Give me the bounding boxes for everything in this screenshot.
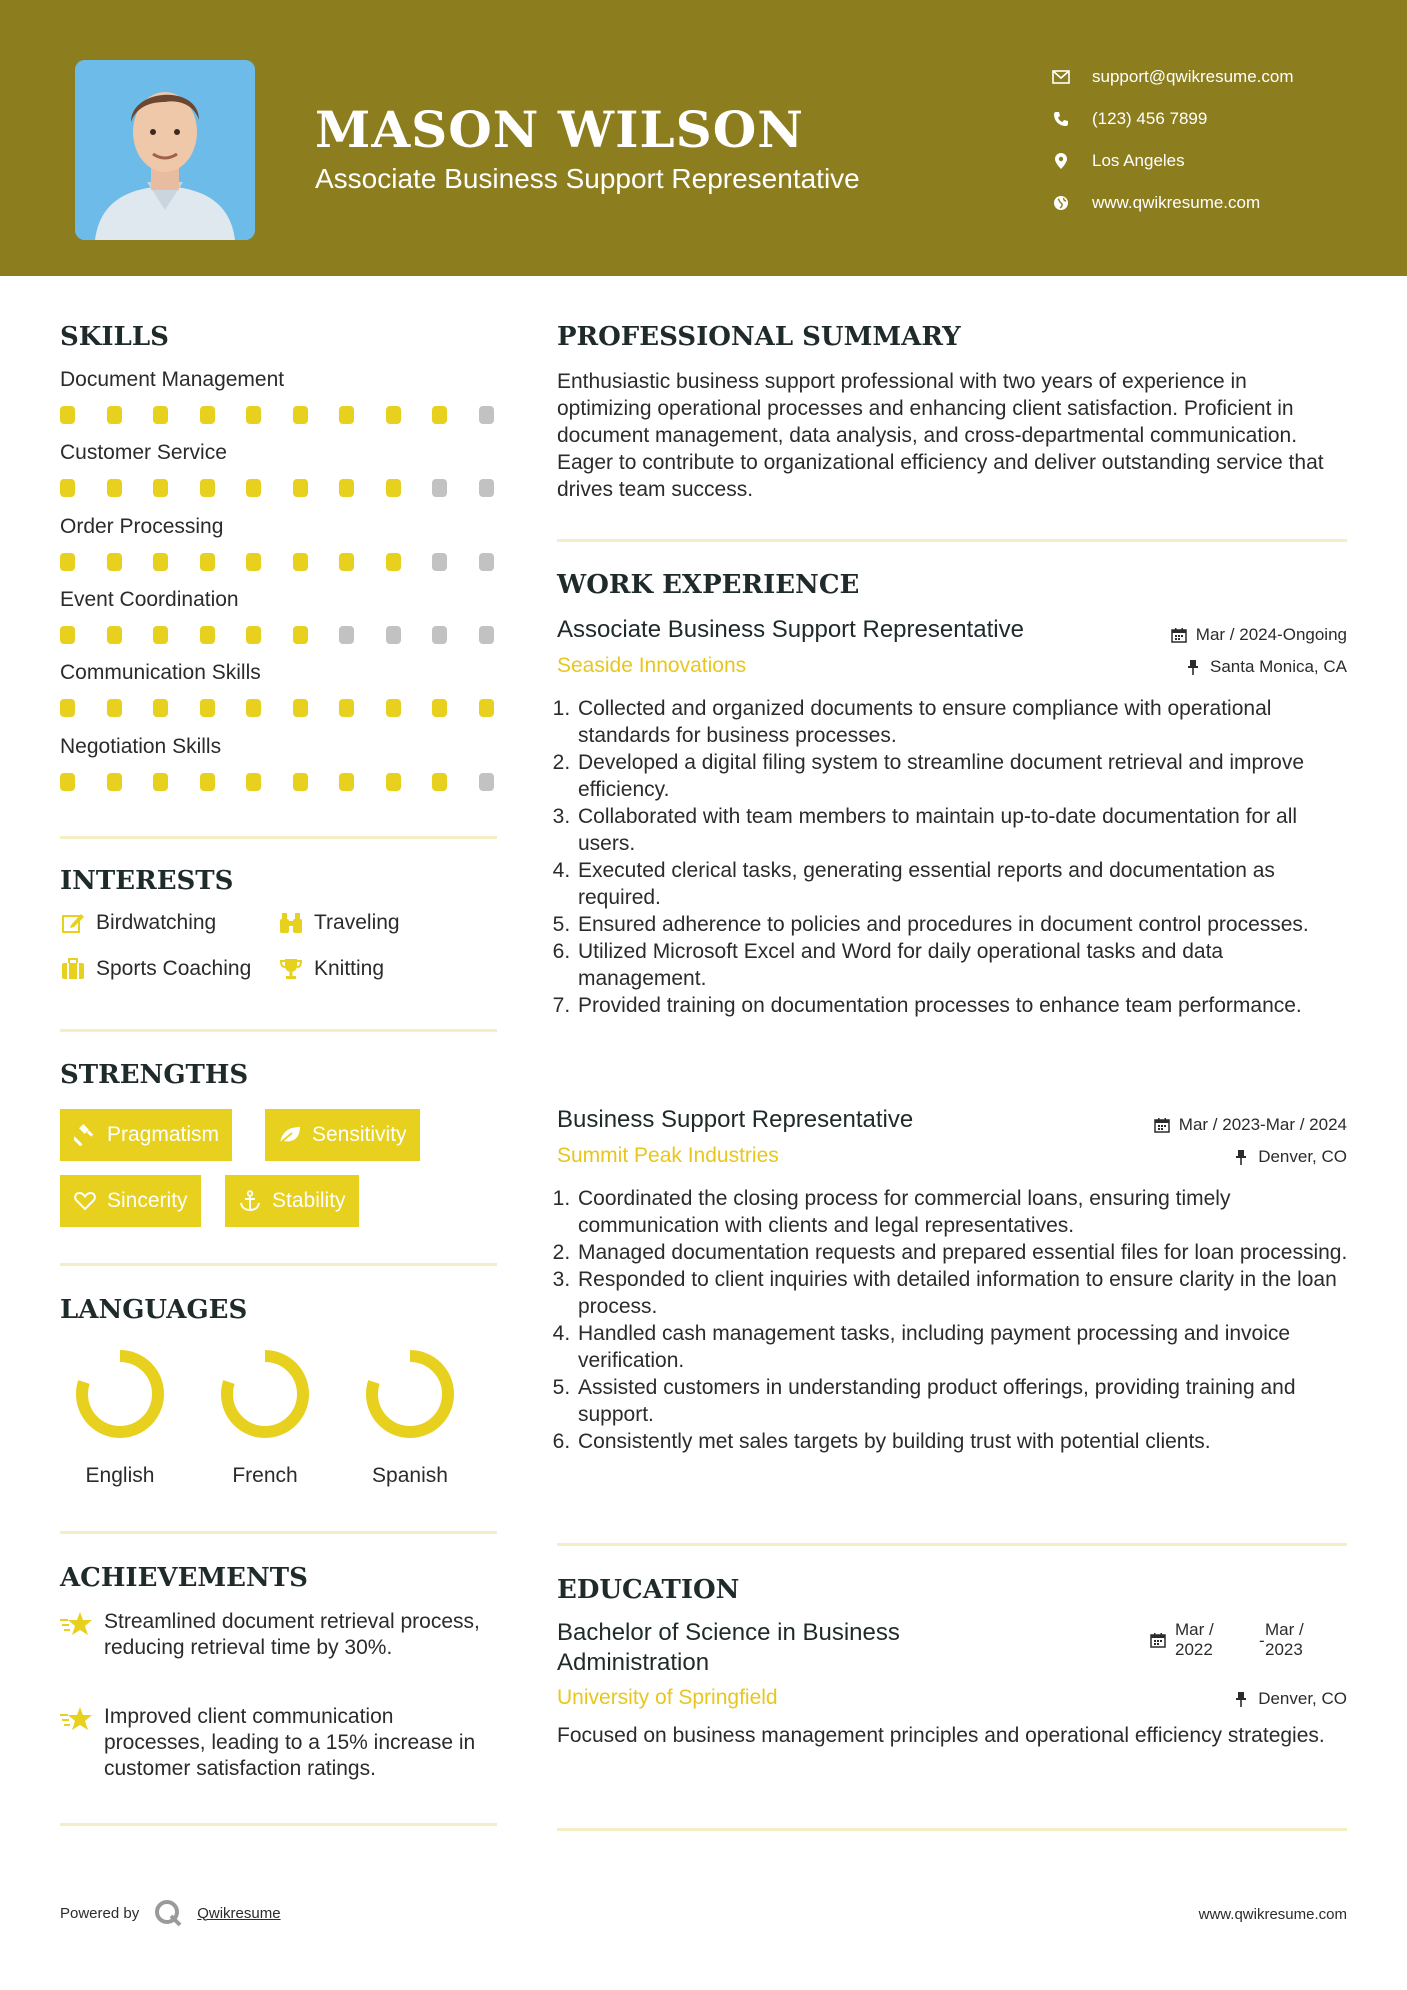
bullet-item: 7. Provided training on documentation processes to enhance team performance. (576, 992, 1357, 1019)
edu-date-dash: - (1259, 1631, 1265, 1650)
job-date-text: Mar / 2023-Mar / 2024 (1178, 1115, 1347, 1134)
interest-label: Knitting (314, 957, 385, 980)
language-ring-arc (372, 1356, 448, 1432)
divider (557, 1828, 1347, 1831)
skill-dot-filled (339, 479, 354, 497)
achievement-text: Improved client communication processes, leading to a 15% increase in customer satisfaction ratings. (104, 1705, 476, 1780)
skill-dot-filled (200, 773, 215, 791)
strength-badge (60, 1175, 201, 1227)
envelope-icon (1050, 66, 1072, 88)
star-icon (60, 1706, 94, 1782)
job-date (1153, 1115, 1347, 1135)
achievement-text: Streamlined document retrieval process, reducing retrieval time by 30%. (104, 1610, 480, 1659)
pushpin-icon (1232, 1690, 1250, 1708)
skill-dot-empty (479, 773, 494, 791)
skill-dot-filled (60, 479, 75, 497)
summary-heading: PROFESSIONAL SUMMARY (557, 322, 961, 352)
phone-icon (1050, 108, 1072, 130)
achievement-item (60, 1704, 500, 1782)
skill-rating (60, 699, 500, 717)
skill-dot-empty (432, 553, 447, 571)
skill-dot-filled (386, 699, 401, 717)
interest-label: Traveling (314, 911, 400, 934)
skill-dot-filled (432, 699, 447, 717)
skill-rating (60, 406, 500, 424)
skill-dot-filled (246, 626, 261, 644)
interests-heading: INTERESTS (60, 866, 234, 896)
skill-rating (60, 553, 500, 571)
skill-dot-filled (339, 553, 354, 571)
bullet-item: 2. Developed a digital filing system to streamline document retrieval and improve efficiency. (576, 749, 1357, 803)
interest-label: Birdwatching (96, 911, 217, 934)
header-banner (0, 0, 1407, 276)
skill-dot-empty (432, 626, 447, 644)
skill-dot-filled (386, 479, 401, 497)
skill-dot-filled (60, 699, 75, 717)
edu-end-month: Mar / (1265, 1620, 1304, 1639)
skill-dot-filled (246, 479, 261, 497)
skill-dot-empty (479, 626, 494, 644)
divider (557, 539, 1347, 542)
pushpin-icon (1184, 658, 1202, 676)
skill-dot-filled (200, 406, 215, 424)
language-item (60, 1346, 180, 1488)
skill-dot-empty (339, 626, 354, 644)
divider (60, 1029, 497, 1032)
contact-website[interactable] (1050, 182, 1390, 224)
skill-dot-filled (200, 626, 215, 644)
bullet-item: 1. Coordinated the closing process for commercial loans, ensuring timely communication with clients and legal representatives. (576, 1185, 1357, 1239)
candidate-title: Associate Business Support Representative (315, 163, 860, 194)
heart-icon (73, 1189, 97, 1213)
skill-dot-filled (153, 699, 168, 717)
contact-list (1050, 56, 1390, 224)
skill-rating (60, 626, 500, 644)
job-location-text: Santa Monica, CA (1209, 657, 1347, 676)
skill-dot-empty (479, 553, 494, 571)
interest-item (278, 910, 400, 936)
skill-dot-filled (432, 406, 447, 424)
school-name: University of Springfield (557, 1686, 778, 1709)
divider (60, 1531, 497, 1534)
skill-dot-filled (246, 773, 261, 791)
languages-heading: LANGUAGES (60, 1295, 248, 1325)
calendar-icon (1170, 626, 1188, 644)
language-ring-arc (82, 1356, 158, 1432)
contact-location-text: Los Angeles (1092, 151, 1185, 170)
skill-dot-filled (200, 553, 215, 571)
education-heading: EDUCATION (557, 1575, 740, 1605)
skill-dot-filled (107, 406, 122, 424)
job-location (1232, 1147, 1347, 1167)
degree-title (557, 1618, 900, 1678)
language-name: French (232, 1464, 298, 1487)
job-location-text: Denver, CO (1258, 1147, 1347, 1166)
skill-dot-filled (107, 699, 122, 717)
job-bullets (557, 1185, 1357, 1455)
skills-heading: SKILLS (60, 322, 169, 352)
skill-dot-filled (479, 699, 494, 717)
skill-name: Document Management (60, 368, 285, 391)
skill-dot-filled (153, 553, 168, 571)
achievement-item (60, 1609, 500, 1661)
skill-dot-filled (293, 406, 308, 424)
skill-dot-filled (339, 406, 354, 424)
language-ring (72, 1346, 168, 1442)
experience-heading: WORK EXPERIENCE (557, 570, 860, 600)
globe-icon (1050, 192, 1072, 214)
skill-dot-filled (293, 553, 308, 571)
achievements-heading: ACHIEVEMENTS (60, 1563, 308, 1593)
divider (60, 836, 497, 839)
language-name: English (85, 1464, 155, 1487)
edu-start-month: Mar / (1175, 1620, 1214, 1639)
strength-label: Pragmatism (107, 1123, 220, 1146)
job-location (1184, 657, 1347, 677)
language-name: Spanish (372, 1464, 448, 1487)
qwikresume-link[interactable]: Qwikresume (197, 1904, 281, 1922)
strength-label: Sensitivity (312, 1123, 407, 1146)
gavel-icon (73, 1123, 97, 1147)
bullet-item: 5. Assisted customers in understanding product offerings, providing training and support. (576, 1374, 1357, 1428)
bullet-item: 3. Responded to client inquiries with detailed information to ensure clarity in the loan process. (576, 1266, 1357, 1320)
contact-website-text: www.qwikresume.com (1092, 193, 1261, 212)
summary-text: Enthusiastic business support professional with two years of experience in optimizing operational processes and enhancing client satisfaction. Proficient in document management, data analysis, and cross-departmental communication. Eager to contribute to organizational efficiency and deliver outstanding service that drives team success. (557, 370, 1324, 501)
edu-start-date (1175, 1620, 1214, 1660)
footer-url[interactable]: www.qwikresume.com (1198, 1906, 1347, 1923)
skill-name: Communication Skills (60, 661, 261, 685)
bullet-item: 1. Collected and organized documents to ensure compliance with operational standards for business processes. (576, 695, 1357, 749)
skill-dot-filled (386, 406, 401, 424)
job-date (1170, 625, 1347, 645)
edu-end-year: 2023 (1265, 1640, 1303, 1659)
skill-dot-filled (107, 626, 122, 644)
edu-location (1232, 1689, 1347, 1709)
edu-start-year: 2022 (1175, 1640, 1213, 1659)
skill-name: Order Processing (60, 514, 224, 538)
profile-photo (75, 60, 255, 240)
skill-dot-empty (479, 479, 494, 497)
skill-rating (60, 479, 500, 497)
language-item (205, 1346, 325, 1488)
contact-phone[interactable] (1050, 98, 1390, 140)
skill-dot-filled (153, 479, 168, 497)
skill-dot-filled (60, 553, 75, 571)
strengths-heading: STRENGTHS (60, 1060, 249, 1090)
skill-dot-filled (293, 699, 308, 717)
binoculars-icon (278, 910, 304, 936)
skill-dot-filled (293, 479, 308, 497)
company-name: Summit Peak Industries (557, 1144, 779, 1167)
skill-name: Negotiation Skills (60, 734, 222, 758)
briefcase-icon (60, 956, 86, 982)
skill-dot-filled (246, 406, 261, 424)
language-ring (217, 1346, 313, 1442)
skill-dot-filled (432, 773, 447, 791)
degree-line-1: Bachelor of Science in Business (557, 1619, 900, 1646)
bullet-item: 5. Ensured adherence to policies and procedures in document control processes. (576, 911, 1357, 938)
anchor-icon (238, 1189, 262, 1213)
skill-dot-filled (386, 553, 401, 571)
skill-name: Event Coordination (60, 587, 239, 611)
interest-item (60, 956, 251, 982)
contact-email-text: support@qwikresume.com (1092, 67, 1294, 86)
pushpin-icon (1232, 1148, 1250, 1166)
strength-badge (60, 1109, 232, 1161)
job-title: Associate Business Support Representative (557, 616, 1024, 643)
skill-name: Customer Service (60, 441, 227, 465)
strength-badge (265, 1109, 420, 1161)
skill-dot-filled (386, 773, 401, 791)
strength-label: Sincerity (107, 1189, 188, 1212)
edu-location-text: Denver, CO (1258, 1689, 1347, 1708)
skill-dot-filled (339, 699, 354, 717)
pencil-icon (60, 910, 86, 936)
bullet-item: 3. Collaborated with team members to maintain up-to-date documentation for all users. (576, 803, 1357, 857)
interest-item (60, 910, 216, 936)
divider (60, 1823, 497, 1826)
skill-dot-filled (153, 773, 168, 791)
bullet-item: 6. Utilized Microsoft Excel and Word for daily operational tasks and data management. (576, 938, 1357, 992)
interest-label: Sports Coaching (96, 957, 252, 980)
skill-dot-filled (246, 699, 261, 717)
edu-end-date (1265, 1620, 1304, 1660)
contact-email[interactable] (1050, 56, 1390, 98)
skill-rating (60, 773, 500, 791)
skill-dot-filled (153, 626, 168, 644)
qwikresume-logo-icon (153, 1898, 183, 1928)
job-date-text: Mar / 2024-Ongoing (1195, 625, 1347, 644)
skill-dot-filled (107, 479, 122, 497)
footer-powered-by (60, 1898, 281, 1928)
bullet-item: 6. Consistently met sales targets by building trust with potential clients. (576, 1428, 1357, 1455)
skill-dot-filled (60, 626, 75, 644)
skill-dot-filled (293, 626, 308, 644)
language-ring-arc (227, 1356, 303, 1432)
contact-location (1050, 140, 1390, 182)
company-name: Seaside Innovations (557, 654, 747, 677)
skill-dot-filled (107, 773, 122, 791)
trophy-icon (278, 956, 304, 982)
powered-by-label: Powered by (60, 1904, 140, 1922)
calendar-icon (1150, 1632, 1166, 1653)
bullet-item: 4. Handled cash management tasks, including payment processing and invoice verification. (576, 1320, 1357, 1374)
divider (557, 1543, 1347, 1546)
language-ring (362, 1346, 458, 1442)
leaf-icon (278, 1123, 302, 1147)
skill-dot-filled (246, 553, 261, 571)
job-bullets (557, 695, 1357, 1019)
bullet-item: 2. Managed documentation requests and prepared essential files for loan processing. (576, 1239, 1357, 1266)
skill-dot-filled (200, 699, 215, 717)
language-item (350, 1346, 470, 1488)
calendar-icon (1153, 1116, 1171, 1134)
strength-label: Stability (272, 1189, 346, 1212)
skill-dot-filled (107, 553, 122, 571)
star-icon (60, 1611, 94, 1661)
skill-dot-empty (386, 626, 401, 644)
degree-line-2: Administration (557, 1649, 710, 1676)
interest-item (278, 956, 384, 982)
skill-dot-filled (200, 479, 215, 497)
contact-phone-text: (123) 456 7899 (1092, 109, 1208, 128)
job-title: Business Support Representative (557, 1106, 914, 1133)
skill-dot-filled (293, 773, 308, 791)
skill-dot-filled (153, 406, 168, 424)
skill-dot-empty (479, 406, 494, 424)
skill-dot-filled (60, 773, 75, 791)
skill-dot-filled (60, 406, 75, 424)
location-pin-icon (1050, 150, 1072, 172)
skill-dot-empty (432, 479, 447, 497)
strength-badge (225, 1175, 359, 1227)
edu-description: Focused on business management principles and operational efficiency strategies. (557, 1724, 1325, 1747)
divider (60, 1263, 497, 1266)
skill-dot-filled (339, 773, 354, 791)
candidate-name: MASON WILSON (315, 100, 804, 159)
bullet-item: 4. Executed clerical tasks, generating essential reports and documentation as required. (576, 857, 1357, 911)
